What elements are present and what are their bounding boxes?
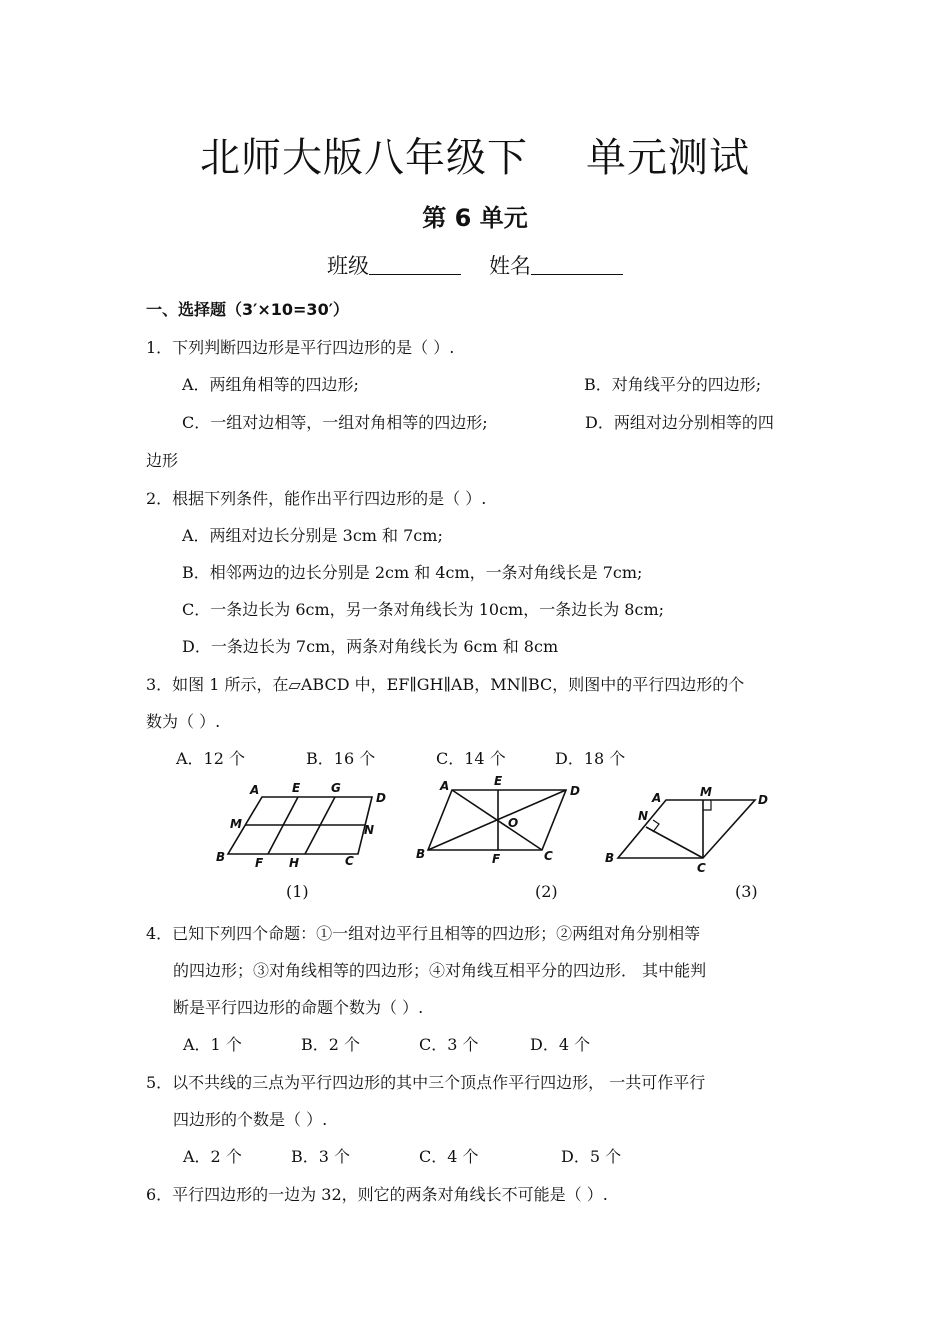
q4-option-d: D．4 个 — [530, 1035, 591, 1054]
section-heading: 一、选择题（3′×10=30′） — [146, 300, 349, 319]
name-label: 姓名 — [489, 254, 531, 278]
q2-option-b: B．相邻两边的边长分别是 2cm 和 4cm，一条对角线长是 7cm; — [182, 563, 643, 582]
q3-option-d: D．18 个 — [555, 749, 626, 768]
fig3-caption: (3) — [735, 882, 758, 901]
fig1-label-c: C — [345, 854, 354, 868]
figure-1 — [216, 781, 386, 870]
fig3-label-a: A — [652, 791, 662, 805]
fig2-label-b: B — [416, 847, 426, 861]
fig1-label-n: N — [364, 823, 375, 837]
q2-stem: 2．根据下列条件，能作出平行四边形的是（ ）. — [146, 489, 487, 508]
fig2-label-a: A — [440, 779, 450, 793]
fig1-label-g: G — [331, 781, 341, 795]
title-left: 北师大版八年级下 — [200, 135, 528, 181]
q2-option-d: D．一条边长为 7cm，两条对角线长为 6cm 和 8cm — [182, 637, 559, 656]
fig1-label-h: H — [289, 856, 300, 870]
fig1-label-b: B — [216, 850, 226, 864]
q5-stem-2: 四边形的个数是（ ）. — [173, 1110, 328, 1129]
fig3-label-m: M — [700, 785, 712, 799]
q2-option-a: A．两组对边长分别是 3cm 和 7cm; — [182, 526, 443, 545]
fig1-label-f: F — [255, 856, 264, 870]
q1-option-a: A．两组角相等的四边形; — [182, 375, 359, 394]
q3-stem-2: 数为（ ）. — [146, 712, 221, 731]
q5-option-a: A．2 个 — [183, 1147, 242, 1166]
fig1-label-m: M — [230, 817, 242, 831]
fig1-label-d: D — [376, 791, 386, 805]
fig2-label-e: E — [494, 774, 503, 788]
fig2-caption: (2) — [535, 882, 558, 901]
title-right: 单元测试 — [586, 135, 750, 181]
q4-option-c: C．3 个 — [419, 1035, 479, 1054]
class-blank — [369, 254, 461, 275]
fig1-label-e: E — [292, 781, 301, 795]
fig3-line-cn — [646, 827, 703, 858]
name-blank — [531, 254, 623, 275]
q4-stem-3: 断是平行四边形的命题个数为（ ）. — [173, 998, 424, 1017]
class-label: 班级 — [327, 254, 369, 278]
fig3-label-d: D — [758, 793, 768, 807]
q5-stem-1: 5．以不共线的三点为平行四边形的其中三个顶点作平行四边形， 一共可作平行 — [146, 1073, 706, 1092]
q5-option-c: C．4 个 — [419, 1147, 479, 1166]
fig2-label-d: D — [570, 784, 580, 798]
q2-option-c: C．一条边长为 6cm，另一条对角线长为 10cm，一条边长为 8cm; — [182, 600, 665, 619]
q3-option-b: B．16 个 — [306, 749, 376, 768]
q4-stem-2: 的四边形；③对角线相等的四边形；④对角线互相平分的四边形． 其中能判 — [173, 961, 707, 980]
figure-2 — [416, 774, 580, 866]
fig3-label-n: N — [638, 809, 649, 823]
fig1-caption: (1) — [286, 882, 309, 901]
q4-stem-1: 4．已知下列四个命题：①一组对边平行且相等的四边形；②两组对角分别相等 — [146, 924, 701, 943]
q5-option-b: B．3 个 — [291, 1147, 351, 1166]
q1-option-d: D．两组对边分别相等的四 — [585, 413, 774, 432]
q1-option-d-cont: 边形 — [146, 451, 179, 470]
fig2-label-o: O — [508, 816, 519, 830]
q3-option-c: C．14 个 — [436, 749, 506, 768]
q6-stem: 6．平行四边形的一边为 32，则它的两条对角线长不可能是（ ）. — [146, 1185, 608, 1204]
q4-option-a: A．1 个 — [183, 1035, 242, 1054]
student-info — [0, 250, 950, 280]
unit-subtitle: 第 6 单元 — [422, 204, 528, 232]
q1-stem: 1．下列判断四边形是平行四边形的是（ ）. — [146, 338, 455, 357]
fig3-right-angle-n — [653, 820, 659, 832]
fig2-label-c: C — [544, 849, 553, 863]
page-title — [0, 126, 950, 183]
q5-option-d: D．5 个 — [561, 1147, 622, 1166]
fig3-right-angle-m — [703, 800, 711, 810]
figure-3 — [605, 785, 768, 875]
q3-stem-1: 3．如图 1 所示，在▱ABCD 中，EF∥GH∥AB，MN∥BC，则图中的平行四边形的个 — [146, 675, 745, 694]
fig1-label-a: A — [250, 783, 260, 797]
q1-option-c: C．一组对边相等，一组对角相等的四边形; — [182, 413, 488, 432]
q3-option-a: A．12 个 — [176, 749, 246, 768]
q1-option-b: B．对角线平分的四边形; — [584, 375, 762, 394]
q4-option-b: B．2 个 — [301, 1035, 361, 1054]
fig3-label-b: B — [605, 851, 615, 865]
fig3-label-c: C — [697, 861, 706, 875]
fig2-label-f: F — [492, 852, 501, 866]
